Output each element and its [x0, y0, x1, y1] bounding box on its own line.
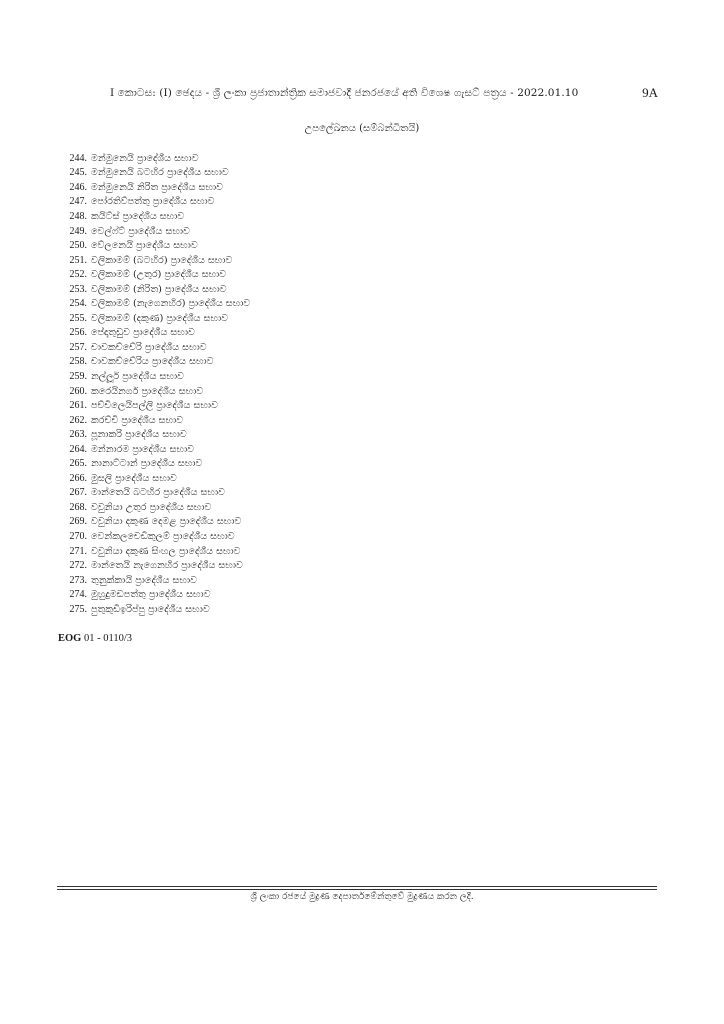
- list-item-number: 262.: [69, 414, 87, 426]
- list-item: [54, 413, 250, 428]
- list-item-number: 260.: [69, 385, 87, 397]
- list-item-label: මන්මුනෙයි බටහිර ප්‍රාදේශීය සභාව: [91, 167, 229, 179]
- list-item: [54, 238, 250, 253]
- list-item-label: වලිකාමම් (උතුර) ප්‍රාදේශීය සභාව: [91, 269, 227, 281]
- list-item-number: 255.: [69, 312, 87, 324]
- list-item: [54, 282, 250, 297]
- list-item-number: 253.: [69, 283, 87, 295]
- list-item-number: 275.: [69, 603, 87, 615]
- list-item-label: මන්නාරම ප්‍රාදේශීය සභාව: [91, 443, 195, 455]
- list-item: [54, 515, 250, 530]
- list-item: [54, 151, 250, 166]
- list-item-number: 254.: [69, 298, 87, 310]
- header-title: I කොටස: (I) ඡෙදය - ශ්‍රී ලංකා ප්‍රජාතාන්ත්‍රික සමාජවාදී ජනරජයේ අති විශෙෂ ගැසට් පත්‍රය - 2022.01.10: [110, 86, 579, 99]
- list-item-number: 266.: [69, 472, 87, 484]
- list-item-number: 261.: [69, 400, 87, 412]
- list-item-label: කයිට්ස් ප්‍රාදේශීය සභාව: [91, 210, 185, 222]
- list-item: [54, 398, 250, 413]
- list-item: [54, 195, 250, 210]
- list-item-label: නල්ලූර් ප්‍රාදේශීය සභාව: [91, 370, 185, 382]
- list-item: [54, 180, 250, 195]
- list-item: [54, 340, 250, 355]
- list-item-number: 264.: [69, 443, 87, 455]
- document-code: [58, 633, 132, 644]
- list-item-label: පච්චිලෙයිපල්ලි ප්‍රාදේශීය සභාව: [91, 400, 218, 412]
- printer-footer: ශ්‍රී ලංකා රජයේ මුද්‍රණ දෙපාර්තමේන්තුවේ මුද්‍රණය කරන ලදී.: [250, 892, 474, 902]
- list-item-number: 265.: [69, 458, 87, 470]
- list-item-label: කරෙයිනගර් ප්‍රාදේශීය සභාව: [91, 385, 204, 397]
- list-item-label: නානාට්ටාන් ප්‍රාදේශීය සභාව: [91, 458, 203, 470]
- schedule-subtitle: උපලේඛනය (සම්බන්ධිතයි): [304, 123, 420, 134]
- list-item: [54, 209, 250, 224]
- list-item-label: වේලනෙයි ප්‍රාදේශීය සභාව: [91, 240, 198, 252]
- gazette-header: [110, 84, 658, 102]
- list-item-label: චාවකච්චේරිය ප්‍රාදේශීය සභාව: [91, 356, 214, 368]
- list-item-number: 269.: [69, 516, 87, 528]
- list-item-number: 245.: [69, 167, 87, 179]
- list-item-number: 251.: [69, 254, 87, 266]
- list-item: [54, 486, 250, 501]
- list-item-label: පුතුකුඩිඉරිප්පු ප්‍රාදේශීය සභාව: [91, 603, 210, 615]
- list-item-number: 247.: [69, 196, 87, 208]
- list-item-label: මන්මුනෙයි නිරිත ප්‍රාදේශීය සභාව: [91, 181, 224, 193]
- list-item: [54, 558, 250, 573]
- list-item-number: 248.: [69, 210, 87, 222]
- list-item-number: 258.: [69, 356, 87, 368]
- list-item-number: 256.: [69, 327, 87, 339]
- list-item-label: මාන්තෙයි බටහිර ප්‍රාදේශීය සභාව: [91, 487, 226, 499]
- list-item-label: වලිකාමම් (බටහිර) ප්‍රාදේශීය සභාව: [91, 254, 233, 266]
- list-item-number: 249.: [69, 225, 87, 237]
- list-item: [54, 267, 250, 282]
- list-item: [54, 326, 250, 341]
- list-item-label: චාවකච්චේරි ප්‍රාදේශීය සභාව: [91, 341, 207, 353]
- list-item-label: වවුනියා දකුණ සිංහල ප්‍රාදේශීය සභාව: [91, 545, 241, 557]
- list-item: [54, 296, 250, 311]
- list-item-number: 263.: [69, 429, 87, 441]
- list-item-number: 259.: [69, 370, 87, 382]
- list-item-number: 272.: [69, 560, 87, 572]
- list-item-number: 274.: [69, 589, 87, 601]
- list-item: [54, 384, 250, 399]
- list-item-label: පූනාකරි ප්‍රාදේශීය සභාව: [91, 429, 187, 441]
- list-item: [54, 500, 250, 515]
- footer-divider-top: [57, 886, 657, 887]
- page-number: 9A: [642, 85, 658, 100]
- list-item: [54, 224, 250, 239]
- list-item-number: 250.: [69, 240, 87, 252]
- list-item: [54, 253, 250, 268]
- list-item-number: 246.: [69, 181, 87, 193]
- list-item-label: කරච්චි ප්‍රාදේශීය සභාව: [91, 414, 184, 426]
- list-item-number: 268.: [69, 501, 87, 513]
- list-item-label: වෙන්කලචෙඩිකුලම් ප්‍රාදේශීය සභාව: [91, 530, 235, 542]
- list-item-number: 257.: [69, 341, 87, 353]
- list-item-label: වලිකාමම් (නැගෙනහිර) ප්‍රාදේශීය සභාව: [91, 298, 251, 310]
- list-item: [54, 602, 250, 617]
- list-item-label: වෙල්ෆ්ට් ප්‍රාදේශීය සභාව: [91, 225, 190, 237]
- list-item: [54, 573, 250, 588]
- list-item: [54, 355, 250, 370]
- list-item: [54, 471, 250, 486]
- document-code-prefix: EOG: [58, 633, 82, 644]
- list-item-label: වවුනියා උතුර ප්‍රාදේශීය සභාව: [91, 501, 212, 513]
- list-item-label: තුනුක්කායි ප්‍රාදේශීය සභාව: [91, 574, 198, 586]
- council-list: [54, 151, 250, 617]
- document-code-number: 01 - 0110/3: [83, 633, 132, 644]
- list-item-label: පෝරතිව්පත්තු ප්‍රාදේශීය සභාව: [91, 196, 215, 208]
- list-item-label: මන්මුනෙයි ප්‍රාදේශීය සභාව: [91, 152, 199, 164]
- list-item: [54, 529, 250, 544]
- list-item-number: 252.: [69, 269, 87, 281]
- list-item: [54, 544, 250, 559]
- list-item: [54, 587, 250, 602]
- list-item-label: මුසලි ප්‍රාදේශීය සභාව: [91, 472, 177, 484]
- list-item: [54, 427, 250, 442]
- list-item-number: 244.: [69, 152, 87, 164]
- list-item-label: මුහුදුමඩපත්තු ප්‍රාදේශීය සභාව: [91, 589, 211, 601]
- list-item-number: 267.: [69, 487, 87, 499]
- list-item-label: පේද්‍රුතුඩුව ප්‍රාදේශීය සභාව: [91, 327, 195, 339]
- list-item: [54, 369, 250, 384]
- list-item-label: මාන්තෙයි නැගෙනහිර ප්‍රාදේශීය සභාව: [91, 560, 243, 572]
- list-item-number: 271.: [69, 545, 87, 557]
- list-item-label: වලිකාමම් (නිරිත) ප්‍රාදේශීය සභාව: [91, 283, 227, 295]
- list-item-label: වලිකාමම් (දකුණ) ප්‍රාදේශීය සභාව: [91, 312, 229, 324]
- list-item: [54, 166, 250, 181]
- list-item-label: වවුනියා දකුණ දෙමළ ප්‍රාදේශීය සභාව: [91, 516, 242, 528]
- list-item-number: 273.: [69, 574, 87, 586]
- list-item: [54, 442, 250, 457]
- footer-divider-bottom: [57, 889, 657, 890]
- list-item: [54, 311, 250, 326]
- list-item-number: 270.: [69, 530, 87, 542]
- list-item: [54, 456, 250, 471]
